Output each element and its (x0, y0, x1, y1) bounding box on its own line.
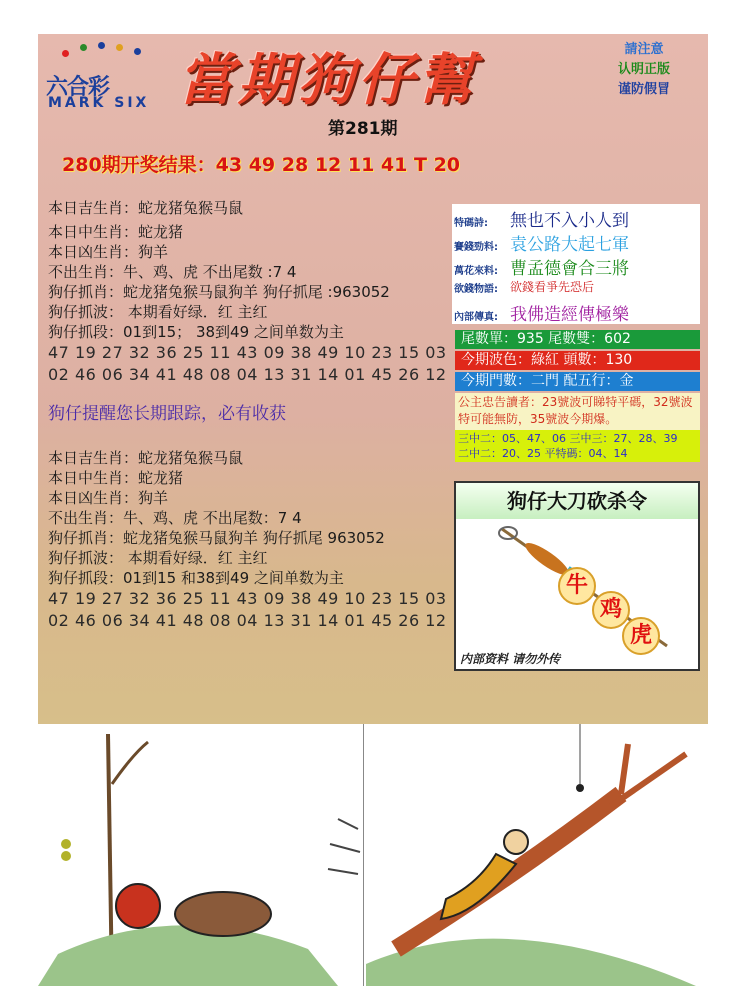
panel-divider (363, 724, 364, 986)
logo-text: 六合彩 (46, 75, 110, 100)
logo-dots (62, 42, 152, 56)
poem-text: 欲錢看爭先恐后 (510, 280, 595, 294)
poem-key: 欲錢物語: (454, 284, 498, 295)
poem-key: 萬花來料: (454, 265, 498, 277)
wave-color-bar: 今期波色：綠紅 頭數：130 (455, 351, 700, 370)
poem-key: 賽錢勁料: (454, 241, 498, 253)
line-picks: 狗仔抓肖：蛇龙猪兔猴马鼠狗羊 狗仔抓尾 963052 (48, 529, 385, 547)
poem-key: 特碼詩: (454, 217, 488, 229)
notice-line: 认明正版 (617, 62, 670, 77)
line-range: 狗仔抓段：01到15； 38到49 之间单数为主 (48, 323, 344, 341)
notice-line: 谨防假冒 (617, 82, 670, 97)
zodiac-tiger: 虎 (622, 617, 660, 655)
notice-line: 請注意 (624, 42, 664, 57)
line-mid-zodiac: 本日中生肖：蛇龙猪 (48, 469, 184, 487)
poem-row (454, 254, 629, 279)
line-bad-zodiac: 本日凶生肖：狗羊 (48, 243, 169, 261)
line-mid-zodiac: 本日中生肖：蛇龙猪 (48, 223, 184, 241)
line-excluded: 不出生肖：牛、鸡、虎 不出尾数：7 4 (48, 509, 302, 527)
zodiac-rooster: 鸡 (592, 591, 630, 629)
gate-element-bar: 今期門數：二門 配五行：金 (455, 372, 700, 391)
authenticity-notice (604, 40, 684, 100)
poem-text: 曹孟德會合三將 (510, 259, 629, 279)
poem-row (454, 278, 594, 295)
poem-text: 我佛造經傳極樂 (510, 305, 629, 325)
comic-panel-left (38, 724, 364, 986)
combo-line: 二中二：20、25 平特碼：04、14 (458, 447, 628, 460)
line-picks: 狗仔抓肖：蛇龙猪兔猴马鼠狗羊 狗仔抓尾 :963052 (48, 283, 390, 301)
box-title: 狗仔大刀砍杀令 (456, 483, 698, 519)
prediction-block-2 (48, 448, 447, 632)
poem-row (454, 230, 629, 255)
number-row: 47 19 27 32 36 25 11 43 09 38 49 10 23 15 03 (48, 343, 447, 362)
man-on-branch-illustration (366, 724, 708, 986)
prediction-block-1 (48, 198, 447, 386)
poem-key: 內部傳真: (454, 311, 498, 323)
tail-number-bar: 尾數單：935 尾數雙：602 (455, 330, 700, 349)
combo-picks (455, 430, 700, 462)
boar-ball-illustration (38, 724, 364, 986)
poem-panel (452, 204, 700, 324)
sword-order-box (454, 481, 700, 671)
line-wave: 狗仔抓波： 本期看好绿．红 主红 (48, 303, 268, 321)
number-row: 47 19 27 32 36 25 11 43 09 38 49 10 23 15 03 (48, 589, 447, 608)
line-wave: 狗仔抓波： 本期看好绿．红 主红 (48, 549, 268, 567)
poem-text: 無也不入小人到 (510, 211, 629, 231)
princess-advice: 公主忠告讀者：23號波可睇特平碼，32號波特可能無防，35號波今期爆。 (455, 393, 700, 430)
spider-icon (576, 784, 584, 792)
draw-result: 280期开奖结果：43 49 28 12 11 41 T 20 (62, 154, 461, 176)
line-lucky-zodiac: 本日吉生肖：蛇龙猪兔猴马鼠 (48, 199, 244, 217)
poem-row (454, 206, 629, 231)
line-excluded: 不出生肖：牛、鸡、虎 不出尾数 :7 4 (48, 263, 297, 281)
reminder-text: 狗仔提醒您长期跟踪，必有收获 (48, 404, 286, 424)
line-lucky-zodiac: 本日吉生肖：蛇龙猪兔猴马鼠 (48, 449, 244, 467)
logo-subtext: MARK SIX (48, 95, 150, 111)
zodiac-ox: 牛 (558, 567, 596, 605)
number-row: 02 46 06 34 41 48 08 04 13 31 14 01 45 26 12 (48, 365, 447, 384)
issue-number: 第281期 (328, 119, 398, 139)
number-row: 02 46 06 34 41 48 08 04 13 31 14 01 45 26 12 (48, 611, 447, 630)
poem-row (454, 300, 629, 325)
combo-line: 三中二：05、47、06 三中三：27、28、39 (458, 432, 678, 445)
line-bad-zodiac: 本日凶生肖：狗羊 (48, 489, 169, 507)
comic-panel-right (366, 724, 708, 986)
line-range: 狗仔抓段：01到15 和38到49 之间单数为主 (48, 569, 344, 587)
box-footer: 内部资料 请勿外传 (460, 652, 561, 666)
poem-text: 袁公路大起七軍 (510, 235, 629, 255)
page-title: 當期狗仔幫 (178, 47, 478, 113)
